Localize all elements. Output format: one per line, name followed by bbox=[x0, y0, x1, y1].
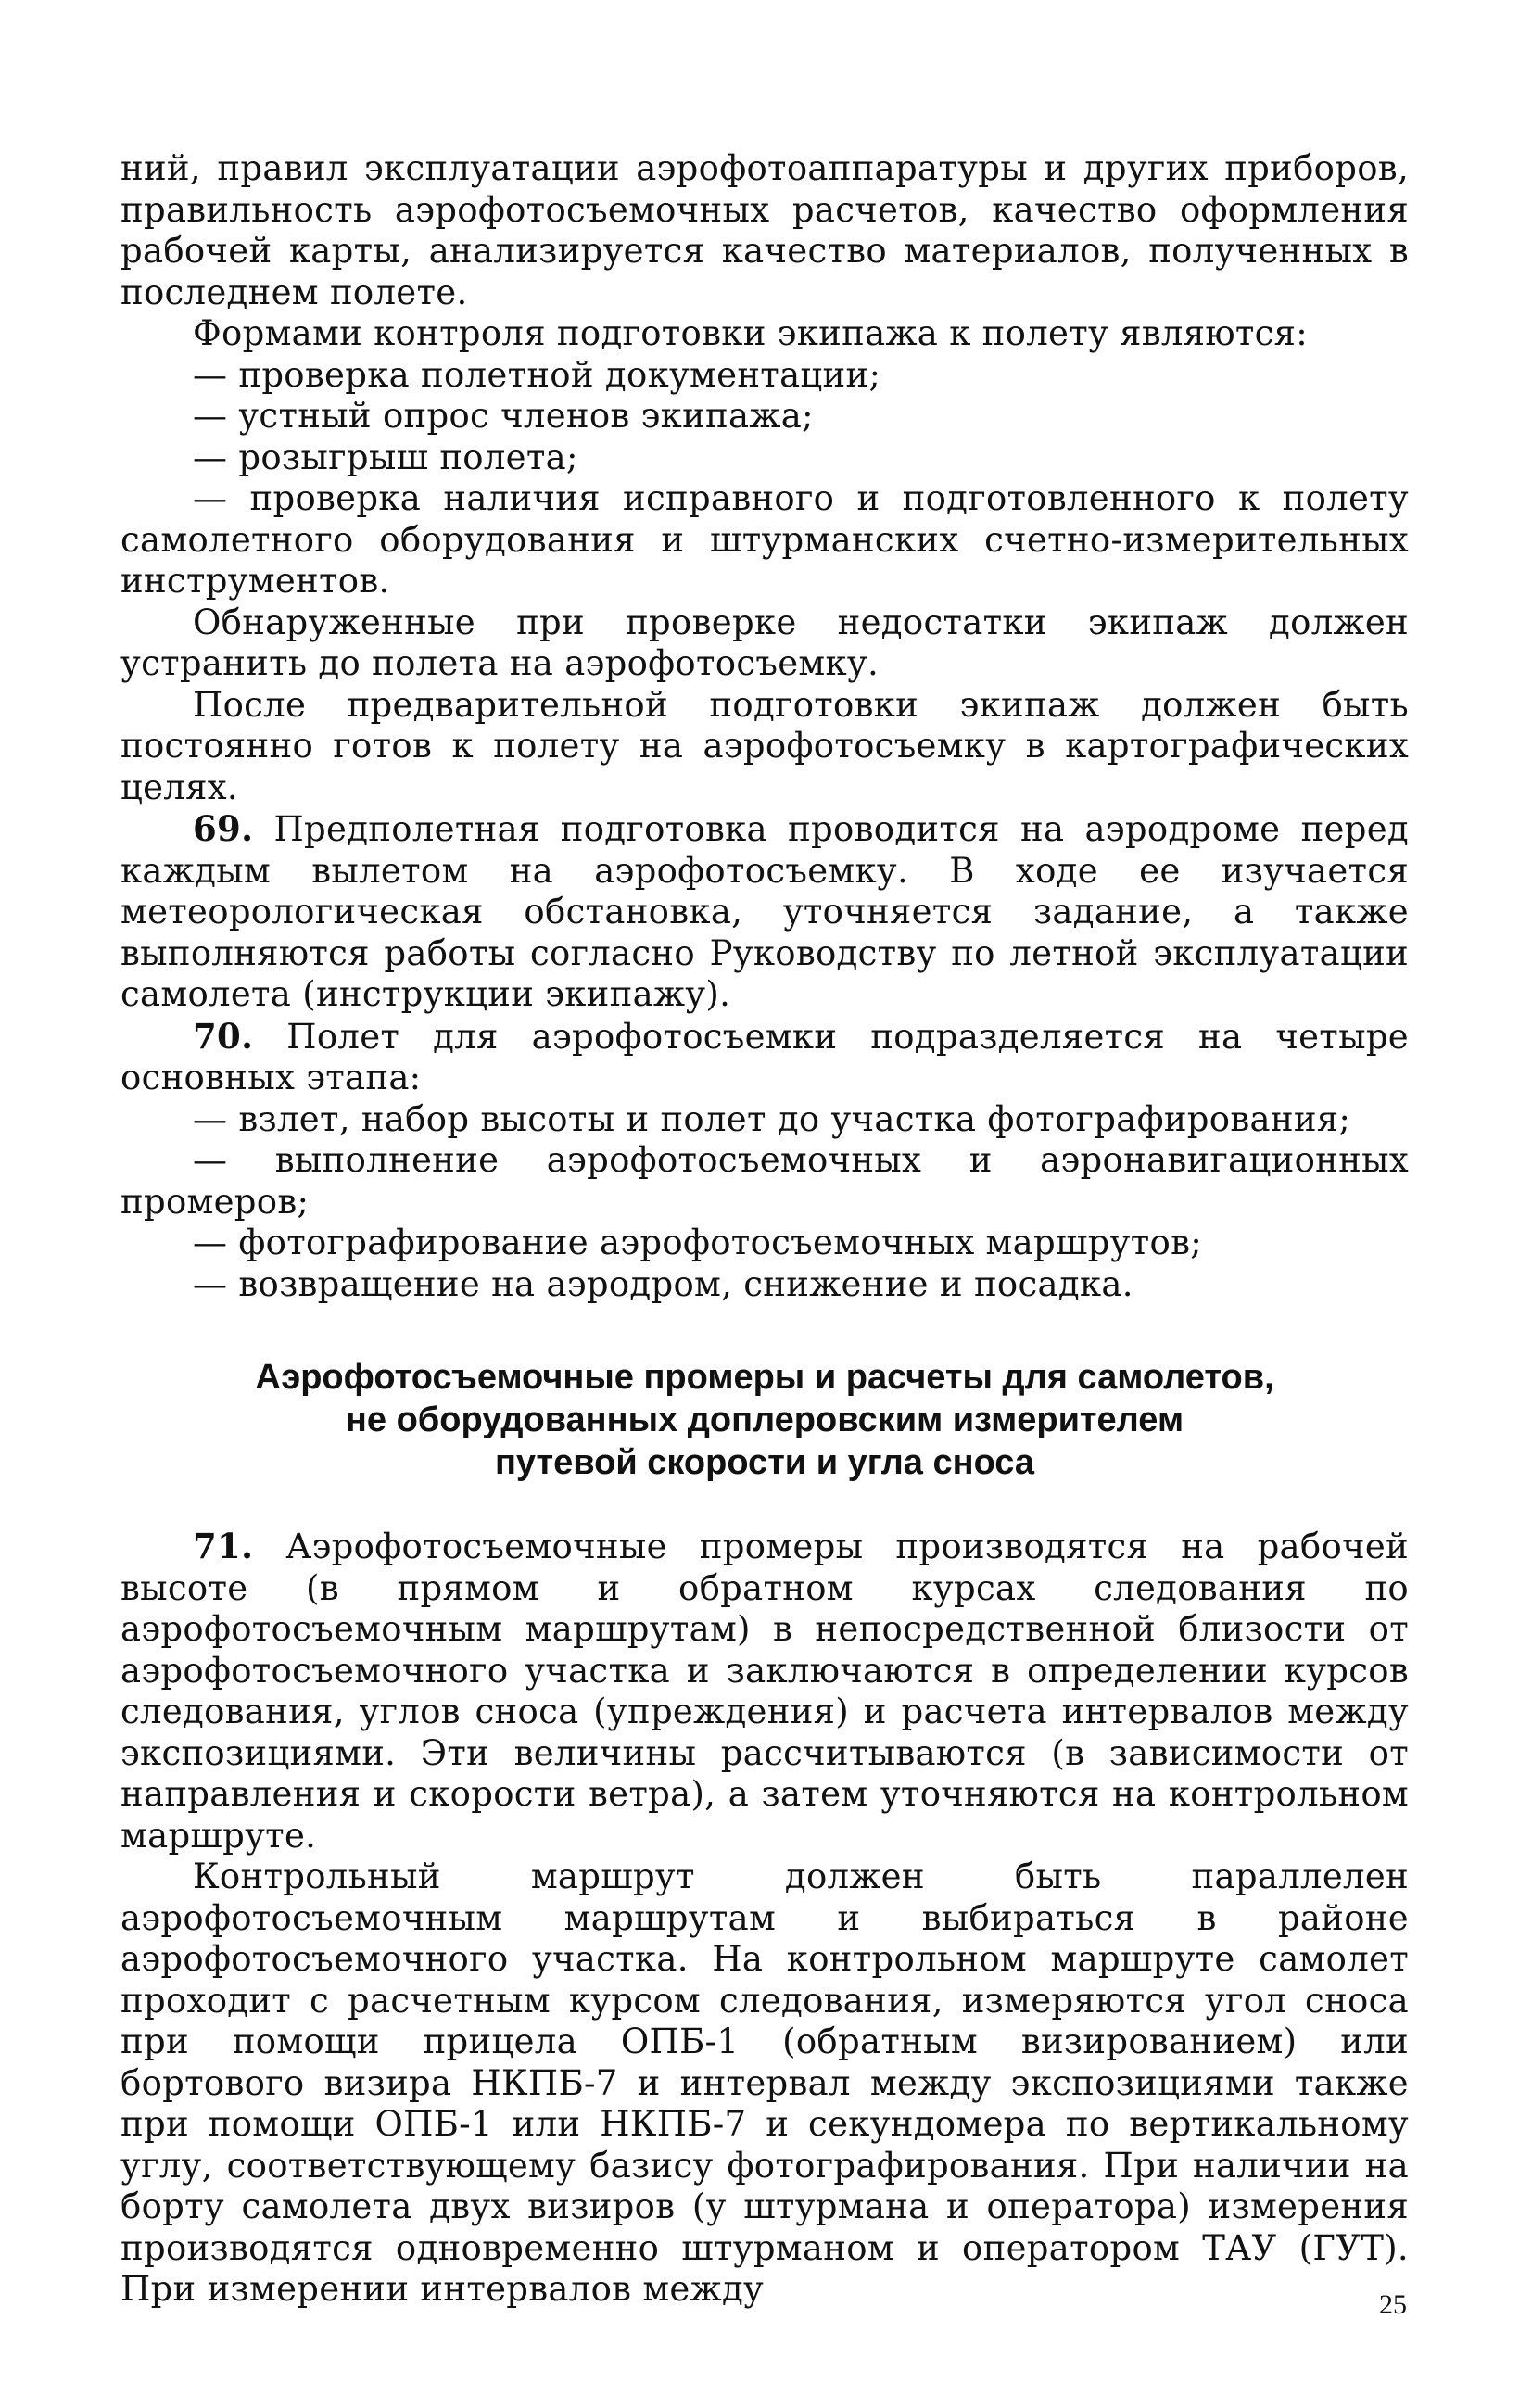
list-item-stage-2: — выполнение аэрофотосъемочных и аэронавигационных промеров; bbox=[120, 1140, 1409, 1222]
paragraph-70 bbox=[120, 1016, 1409, 1099]
paragraph-number-71: 71. bbox=[193, 1526, 254, 1566]
list-item-equipment-check: — проверка наличия исправного и подготовленного к полету самолетного оборудования и штурманских счетно-измерительных инструментов. bbox=[120, 478, 1409, 601]
paragraph-69 bbox=[120, 808, 1409, 1016]
paragraph-70-text: Полет для аэрофотосъемки подразделяется на четыре основных этапа: bbox=[120, 1016, 1409, 1097]
paragraph-69-text: Предполетная подготовка проводится на аэродроме перед каждым вылетом на аэрофотосъемку. В ходе ее изучается метеорологическая обстановка, уточняется задание, а также выполняются работы согласно Руководству по летной эксплуатации самолета (инструкции экипажу). bbox=[120, 809, 1409, 1014]
list-item-flight-rehearsal: — розыгрыш полета; bbox=[193, 437, 578, 477]
list-item-oral-survey: — устный опрос членов экипажа; bbox=[193, 396, 814, 436]
list-item-stage-3: — фотографирование аэрофотосъемочных маршрутов; bbox=[193, 1223, 1202, 1262]
paragraph-number-69: 69. bbox=[193, 808, 254, 849]
section-heading bbox=[120, 1356, 1409, 1484]
heading-line-2: не оборудованных доплеровским измерителем bbox=[345, 1400, 1184, 1439]
paragraph-readiness: После предварительной подготовки экипаж должен быть постоянно готов к полету на аэрофотосъемку в картографических целях. bbox=[120, 684, 1409, 807]
paragraph-71-text: Аэрофотосъемочные промеры производятся на рабочей высоте (в прямом и обратном курсах следования по аэрофотосъемочным маршрутам) в непосредственной близости от аэрофотосъемочного участка и заключаются в определении курсов следования, углов сноса (упреждения) и расчета интервалов между экспозициями. Эти величины рассчитываются (в зависимости от направления и скорости ветра), а затем уточняются на контрольном маршруте. bbox=[120, 1527, 1409, 1856]
heading-line-3: путевой скорости и угла сноса bbox=[494, 1443, 1035, 1482]
list-item-stage-4: — возвращение на аэродром, снижение и посадка. bbox=[193, 1263, 1133, 1304]
paragraph-control-route: Контрольный маршрут должен быть параллелен аэрофотосъемочным маршрутам и выбираться в районе аэрофотосъемочного участка. На контрольном маршруте самолет проходит с расчетным курсом следования, измеряются угол сноса при помощи прицела ОПБ-1 (обратным визированием) или бортового визира НКПБ-7 и интервал между экспозициями также при помощи ОПБ-1 или НКПБ-7 и секундомера по вертикальному углу, соответствующему базису фотографирования. При наличии на борту самолета двух визиров (у штурмана и оператора) измерения производятся одновременно штурманом и оператором ТАУ (ГУТ). При измерении интервалов между bbox=[120, 1857, 1409, 2309]
page-number: 25 bbox=[1379, 2289, 1407, 2320]
text-block bbox=[120, 148, 1409, 2311]
paragraph-71 bbox=[120, 1526, 1409, 1857]
paragraph-continuation: ний, правил эксплуатации аэрофотоаппаратуры и других приборов, правильность аэрофотосъемочных расчетов, качество оформления рабочей карты, анализируется качество материалов, полученных в последнем полете. bbox=[120, 148, 1409, 312]
paragraph-control-forms: Формами контроля подготовки экипажа к полету являются: bbox=[193, 313, 1309, 353]
heading-line-1: Аэрофотосъемочные промеры и расчеты для самолетов, bbox=[255, 1358, 1274, 1397]
paragraph-number-70: 70. bbox=[193, 1015, 254, 1057]
list-item-stage-1: — взлет, набор высоты и полет до участка фотографирования; bbox=[193, 1098, 1351, 1139]
paragraph-deficiencies: Обнаруженные при проверке недостатки экипаж должен устранить до полета на аэрофотосъемку. bbox=[120, 602, 1409, 683]
list-item-documentation: — проверка полетной документации; bbox=[193, 354, 881, 395]
